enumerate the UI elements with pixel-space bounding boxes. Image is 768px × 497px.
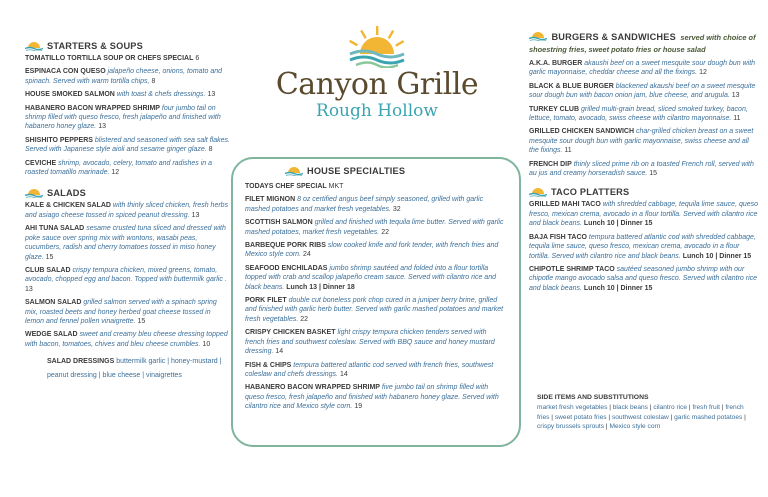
restaurant-logo [262, 24, 492, 120]
side-option: black beans [612, 404, 648, 411]
item-description: sesame crusted tuna sliced and dressed with poke sauce over spring mix with wontons, wasabi peas, cucumbers, radish and cherry tomatoes tossed in miso honey glaze. [25, 225, 226, 261]
item-description: shrimp, avocado, celery, tomato and radishes in a roasted tomatillo marinade. [25, 159, 213, 177]
house-title: HOUSE SPECIALTIES [307, 165, 406, 176]
list-separator: | [165, 358, 171, 366]
item-name: FILET MIGNON [245, 196, 296, 204]
dressing-option: buttermilk garlic [116, 358, 166, 366]
menu-item [529, 160, 759, 179]
salads-header [25, 187, 230, 198]
list-separator: | [668, 413, 675, 421]
item-price: 13 [25, 285, 33, 293]
menu-item [25, 159, 230, 178]
menu-item [25, 201, 230, 220]
item-price: 24 [302, 251, 311, 259]
list-separator: | [719, 404, 726, 411]
sun-wave-logo-icon [342, 24, 412, 68]
item-price: 12 [699, 69, 707, 77]
item-name: GRILLED CHICKEN SANDWICH [529, 128, 634, 136]
menu-item [529, 265, 759, 293]
side-option: french fries [537, 404, 744, 421]
menu-item [245, 264, 507, 292]
house-list [245, 182, 507, 412]
item-price: 14 [275, 348, 284, 356]
item-lunch-dinner-price: Lunch 13 | Dinner 18 [286, 283, 355, 291]
item-name: A.K.A. BURGER [529, 60, 583, 67]
tacos-title: TACO PLATTERS [551, 186, 630, 197]
sun-icon [529, 186, 547, 197]
house-header [245, 165, 507, 176]
list-separator: | [140, 372, 147, 380]
list-separator: | [687, 404, 693, 411]
menu-item [25, 136, 230, 155]
menu-item [245, 296, 507, 324]
item-price: MKT [328, 183, 344, 190]
menu-item [245, 241, 507, 260]
item-price: 14 [339, 370, 348, 378]
logo-subtitle: Rough Hollow [316, 101, 438, 121]
item-name: BAJA FISH TACO [529, 233, 587, 241]
item-description: crispy tempura chicken, mixed greens, tomato, avocado, chopped egg and bacon. Topped with buttermilk garlic . [25, 266, 227, 284]
menu-item [245, 328, 507, 356]
item-description: sautéed seasoned jumbo shrimp with our chipotle mango avocado salsa and queso fresco. Served with cilantro rice and black beans. [529, 265, 758, 292]
tacos-header [529, 186, 759, 197]
house-specialties-box [231, 157, 521, 447]
item-description: grilled multi-grain bread, sliced smoked turkey, bacon, lettuce, tomato, avocado, swiss cheese with cilantro mayonnaise. [529, 105, 748, 123]
item-description: with shredded cabbage, tequila lime sauce, queso fresco, mexican crema, avocado in a flour tortilla. Served with cilantro rice and black beans. [529, 201, 759, 228]
sun-icon [529, 30, 547, 41]
salad-dressings [25, 355, 230, 383]
starters-header [25, 40, 230, 51]
item-description: blistered and seasoned with sea salt flakes. Served with Japanese style aioli and sesame ginger glaze. [25, 136, 230, 154]
menu-item [25, 266, 230, 294]
item-name: FRENCH DIP [529, 160, 572, 168]
menu-item [529, 233, 759, 261]
salads-title: SALADS [47, 187, 86, 198]
right-column [529, 30, 759, 297]
menu-item [25, 224, 230, 262]
list-separator: | [742, 413, 746, 421]
item-description: 8 oz certified angus beef simply seasoned, grilled with garlic mashed potatoes and market fresh vegetables. [245, 196, 484, 213]
item-description: tempura battered atlantic cod served with french fries, southwest coleslaw and chefs dressings. [245, 361, 494, 378]
item-name: CEVICHE [25, 159, 57, 167]
menu-item [529, 127, 759, 155]
item-lunch-dinner-price: Lunch 10 | Dinner 15 [682, 252, 752, 260]
salads-list [25, 201, 230, 349]
menu-item [245, 383, 507, 411]
burgers-title: BURGERS & SANDWICHES [551, 32, 676, 42]
side-option: garlic mashed potatoes [674, 413, 743, 421]
item-description: akaushi beef on a sweet mesquite sour dough bun with garlic mayonnaise, cheddar cheese and all the fixings. [529, 60, 756, 77]
menu-item [25, 90, 230, 99]
menu-item [25, 54, 230, 63]
side-option: sweet potato fries [554, 413, 607, 421]
item-description: jumbo shrimp sautéed and folded into a flour tortilla topped with crab and scallop jalapeño cream sauce. Served with cilantro rice and black beans. [245, 264, 496, 291]
item-name: TOMATILLO TORTILLA SOUP OR CHEFS SPECIAL [25, 55, 194, 62]
item-price: 11 [733, 115, 741, 123]
item-price: 8 [151, 77, 156, 85]
item-name: AHI TUNA SALAD [25, 225, 85, 233]
menu-item [245, 195, 507, 214]
list-separator: | [647, 404, 654, 411]
item-name: GRILLED MAHI TACO [529, 201, 601, 209]
item-description: char-grilled chicken breast on a sweet mesquite sour dough bun with garlic mayonnaise, swiss cheese and all the fixings. [529, 128, 754, 155]
item-price: 22 [381, 228, 389, 236]
item-name: BLACK & BLUE BURGER [529, 82, 614, 90]
item-price: 11 [564, 147, 572, 155]
list-separator: | [606, 413, 612, 421]
side-option: crispy brussels sprouts [537, 423, 605, 431]
item-name: SHISHITO PEPPERS [25, 136, 93, 144]
item-name: SEAFOOD ENCHILADAS [245, 264, 328, 272]
item-description: five jumbo tail on shrimp filled with queso fresco, fresh jalapeño and finished with habanero honey glaze. Served with cilantro rice and Mexico style corn. [245, 384, 499, 411]
item-name: CRISPY CHICKEN BASKET [245, 329, 336, 337]
item-lunch-dinner-price: Lunch 10 | Dinner 15 [583, 220, 653, 228]
salad-dressings-label: SALAD DRESSINGS [47, 358, 115, 366]
item-name: KALE & CHICKEN SALAD [25, 202, 111, 210]
side-option: fresh fruit [692, 404, 720, 411]
sun-icon [285, 165, 303, 176]
menu-item [245, 182, 507, 191]
item-price: 6 [195, 55, 200, 62]
dressing-option: vinaigrettes [146, 372, 182, 380]
menu-item [25, 330, 230, 349]
item-name: HABANERO BACON WRAPPED SHRIMP [25, 104, 160, 112]
item-description: grilled salmon served with a spinach spring mix, roasted beets and honey herbed goat cheese tossed in lemon and fennel pollen vinaigrette. [25, 299, 217, 325]
item-description: grilled and finished with tequila lime butter. Served with garlic mashed potatoes, market fresh vegetables. [245, 219, 504, 236]
menu-item [245, 361, 507, 380]
item-name: CHIPOTLE SHRIMP TACO [529, 265, 615, 273]
item-name: SALMON SALAD [25, 299, 82, 307]
item-price: 13 [191, 211, 200, 219]
starters-title: STARTERS & SOUPS [47, 40, 143, 51]
side-option: cilantro rice [653, 404, 688, 411]
item-name: BARBEQUE PORK RIBS [245, 242, 326, 250]
list-separator: | [549, 413, 555, 421]
starters-list [25, 54, 230, 177]
item-name: SCOTTISH SALMON [245, 219, 313, 227]
side-option: market fresh vegetables [537, 404, 608, 411]
item-price: 13 [98, 123, 106, 131]
item-price: 13 [207, 91, 216, 99]
item-name: CLUB SALAD [25, 266, 71, 274]
list-separator: | [96, 372, 103, 380]
item-price: 15 [45, 253, 54, 261]
menu-item [25, 67, 230, 86]
item-price: 19 [354, 403, 363, 411]
side-items [537, 394, 757, 432]
item-price: 8 [208, 146, 213, 154]
list-separator: | [604, 423, 610, 431]
item-description: with thinly sliced chicken, fresh herbs and asiago cheese tossed in spiced peanut dressing. [25, 202, 229, 219]
menu-item [25, 104, 230, 132]
menu-item [529, 105, 759, 124]
item-name: HOUSE SMOKED SALMON [25, 91, 115, 99]
list-separator: | [217, 358, 222, 366]
sun-icon [25, 187, 43, 198]
dressing-option: peanut dressing [47, 372, 97, 380]
item-price: 15 [137, 317, 146, 325]
item-name: HABANERO BACON WRAPPED SHRIMP [245, 384, 380, 392]
burgers-list [529, 59, 759, 178]
menu-item [529, 200, 759, 228]
item-description: slow cooked knife and fork tender, with french fries and Mexico style corn. [245, 242, 499, 259]
list-separator: | [607, 404, 613, 411]
item-name: FISH & CHIPS [245, 361, 292, 369]
item-price: 10 [202, 340, 211, 348]
side-items-title: SIDE ITEMS AND SUBSTITUTIONS [537, 394, 649, 401]
item-price: 15 [649, 170, 658, 178]
logo-title: Canyon Grille [275, 67, 479, 102]
left-column [25, 40, 230, 383]
item-description: jalapeño cheese, onions, tomato and spinach. Served with warm tortilla chips, [25, 68, 223, 85]
item-description: tempura battered atlantic cod with shredded cabbage, tequila lime sauce, queso fresco, mexican crema, avocado in a flour tortilla. Served with cilantro rice and black beans. [529, 233, 756, 260]
burgers-header [529, 30, 759, 55]
item-price: 32 [392, 205, 401, 213]
item-price: 22 [300, 315, 309, 323]
menu-item [245, 218, 507, 237]
item-name: TURKEY CLUB [529, 105, 580, 113]
item-name: PORK FILET [245, 297, 287, 305]
menu-item [25, 298, 230, 326]
item-description: blackened akaushi beef on a sweet mesquite sour dough bun with bacon onion jam, blue cheese, and arugula. [529, 82, 756, 100]
item-description: double cut boneless pork chop cured in a juniper berry brine, grilled and finished with garlic herb butter. Served with garlic mashed potatoes and market fresh vegetables. [245, 297, 504, 323]
item-lunch-dinner-price: Lunch 10 | Dinner 15 [583, 284, 653, 292]
side-option: Mexico style corn [609, 423, 661, 431]
item-name: TODAYS CHEF SPECIAL [245, 183, 327, 190]
item-description: light crispy tempura chicken tenders served with french fries and southwest coleslaw. Served with BBQ sauce and honey mustard dressing. [245, 329, 495, 356]
item-description: four jumbo tail on shrimp filled with queso fresco, fresh jalapeño and finished with habanero honey glaze. [25, 104, 221, 131]
menu-item [529, 82, 759, 101]
item-name: WEDGE SALAD [25, 331, 78, 339]
dressing-option: blue cheese [102, 372, 141, 380]
dressing-option: honey-mustard [170, 358, 218, 366]
sun-icon [25, 40, 43, 51]
item-price: 12 [111, 169, 120, 177]
side-option: southwest coleslaw [611, 413, 669, 421]
burgers-subtitle: served with choice of shoestring fries, sweet potato fries or house salad [529, 33, 756, 54]
item-description: thinly sliced prime rib on a toasted French roll, served with au jus and creamy horseradish sauce. [529, 160, 754, 178]
item-description: with toast & chefs dressings. [116, 91, 206, 99]
tacos-list [529, 200, 759, 293]
item-price: 13 [731, 92, 740, 100]
menu-item [529, 59, 759, 78]
side-items-list [537, 403, 757, 432]
item-description: sweet and creamy bleu cheese dressing topped with bacon, tomatoes, chives and bleu cheese crumbles. [25, 331, 228, 348]
item-name: ESPINACA CON QUESO [25, 68, 106, 76]
